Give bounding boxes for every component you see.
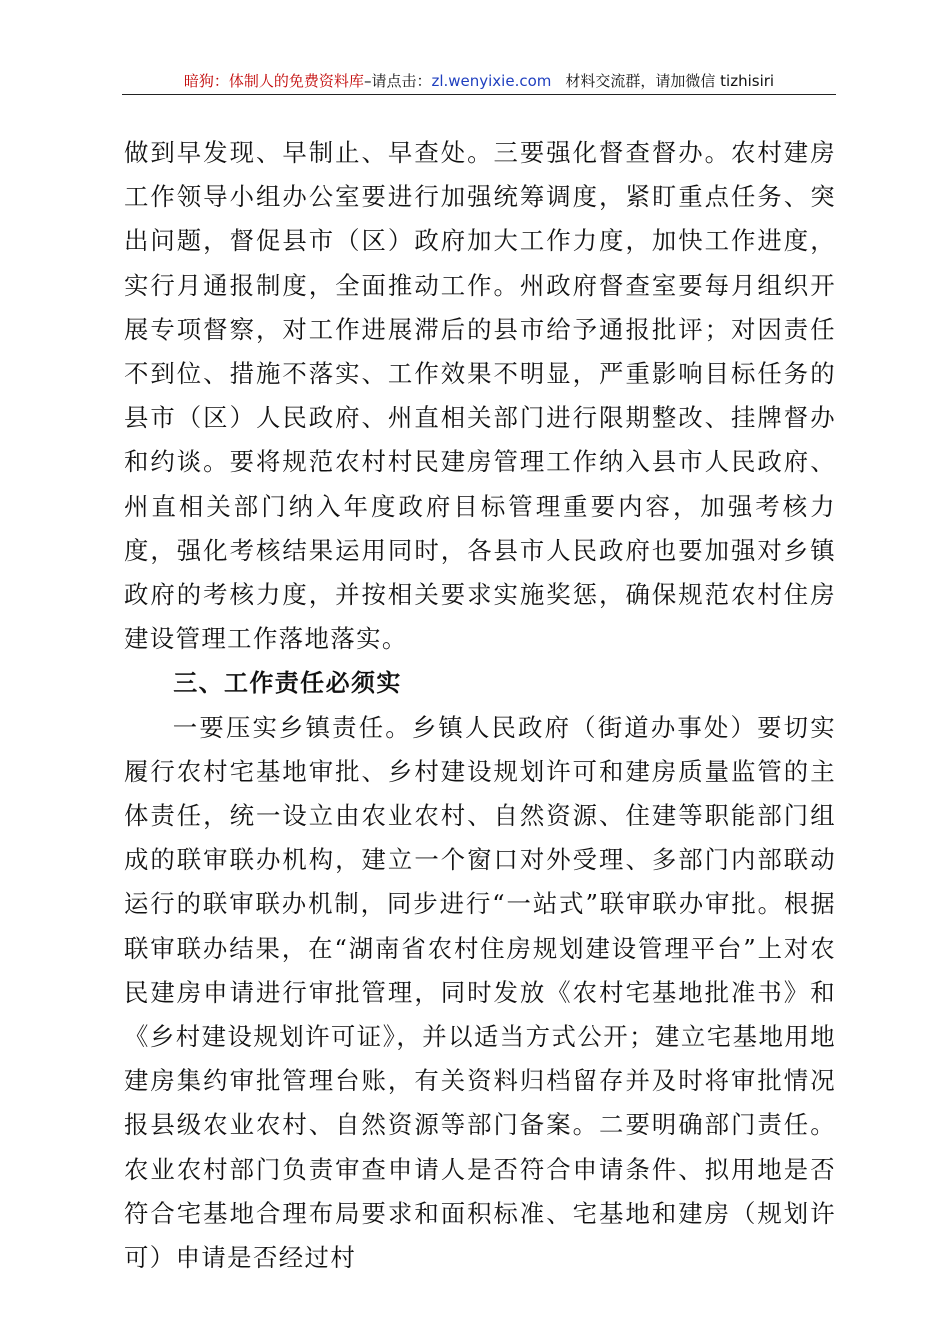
- header-url-link[interactable]: zl.wenyixie.com: [431, 72, 552, 90]
- header-contact: 材料交流群，请加微信 tizhisiri: [565, 72, 775, 90]
- document-body: [124, 131, 836, 1280]
- header-brand: 暗狗：体制人的免费资料库: [183, 72, 364, 90]
- header-click-prompt: –请点击：: [363, 72, 432, 90]
- section-heading: 三、工作责任必须实: [173, 669, 402, 698]
- paragraph-continuation: 做到早发现、早制止、早查处。三要强化督查督办。农村建房工作领导小组办公室要进行加强统筹调度，紧盯重点任务、突出问题，督促县市（区）政府加大工作力度，加快工作进度，实行月通报制度，全面推动工作。州政府督查室要每月组织开展专项督察，对工作进展滞后的县市给予通报批评；对因责任不到位、措施不落实、工作效果不明显，严重影响目标任务的县市（区）人民政府、州直相关部门进行限期整改、挂牌督办和约谈。要将规范农村村民建房管理工作纳入县市人民政府、州直相关部门纳入年度政府目标管理重要内容，加强考核力度，强化考核结果运用同时，各县市人民政府也要加强对乡镇政府的考核力度，并按相关要求实施奖惩，确保规范农村住房建设管理工作落地落实。: [124, 138, 836, 654]
- paragraph-responsibility: 一要压实乡镇责任。乡镇人民政府（街道办事处）要切实履行农村宅基地审批、乡村建设规划许可和建房质量监管的主体责任，统一设立由农业农村、自然资源、住建等职能部门组成的联审联办机构，建立一个窗口对外受理、多部门内部联动运行的联审联办机制，同步进行“一站式”联审联办审批。根据联审联办结果，在“湖南省农村住房规划建设管理平台”上对农民建房申请进行审批管理，同时发放《农村宅基地批准书》和《乡村建设规划许可证》，并以适当方式公开；建立宅基地用地建房集约审批管理台账，有关资料归档留存并及时将审批情况报县级农业农村、自然资源等部门备案。二要明确部门责任。农业农村部门负责审查申请人是否符合申请条件、拟用地是否符合宅基地合理布局要求和面积标准、宅基地和建房（规划许可）申请是否经过村: [124, 712, 836, 1273]
- page-header: [122, 68, 836, 95]
